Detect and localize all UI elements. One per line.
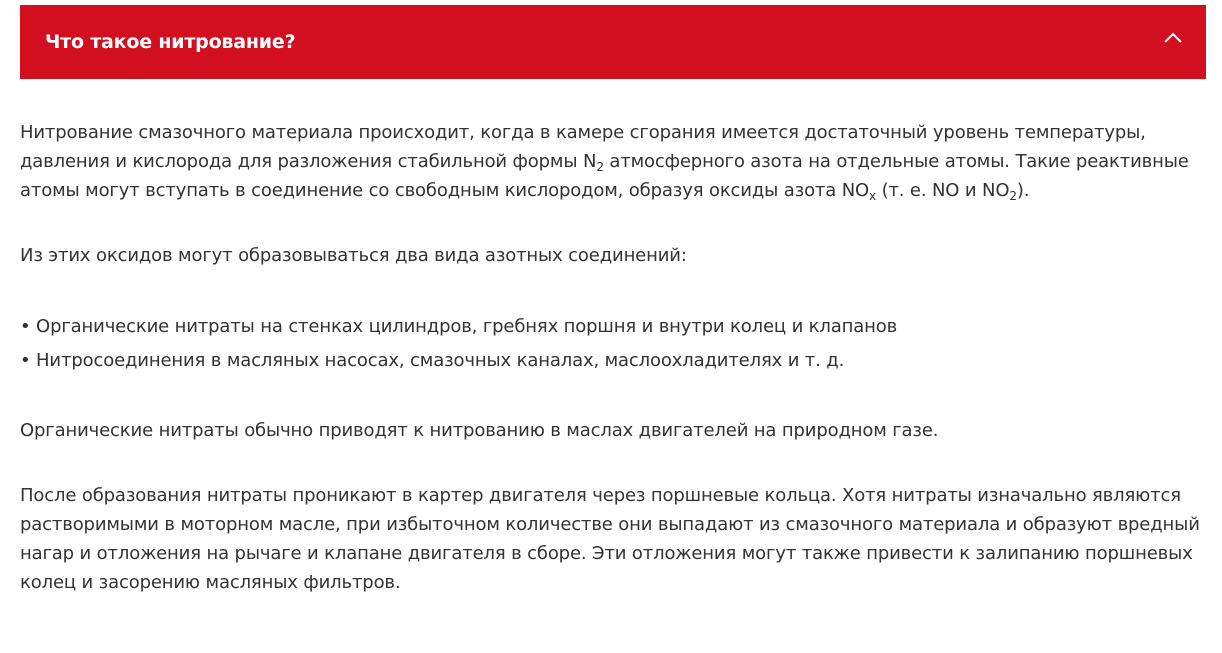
chevron-up-icon[interactable] [1162,27,1184,49]
paragraph-compounds: Из этих оксидов могут образовываться два вида азотных соединений: [20,245,687,266]
compounds-list [20,310,1210,378]
accordion-title: Что такое нитрование? [45,31,296,53]
bullet-marker: • [20,350,31,371]
accordion-header[interactable] [20,5,1206,79]
list-item: • Нитросоединения в масляных насосах, смазочных каналах, маслоохладителях и т. д. [20,350,845,371]
list-item: • Органические нитраты на стенках цилиндров, гребнях поршня и внутри колец и клапанов [20,316,898,337]
paragraph-intro: Нитрование смазочного материала происходит, когда в камере сгорания имеется достаточный уровень температуры, давления и кислорода для разложения стабильной формы $N_2$ атмосферного азота на отдельные атомы. Такие реактивные атомы могут вступать в соединение со свободным кислородом, образуя оксиды азота $NO_x$ (т. е. NO и $NO_2$). [20,122,1189,203]
accordion-content [20,118,1210,597]
bullet-marker: • [20,316,31,337]
paragraph-natural-gas: Органические нитраты обычно приводят к нитрованию в маслах двигателей на природном газе. [20,420,939,441]
paragraph-deposits: После образования нитраты проникают в картер двигателя через поршневые кольца. Хотя нитраты изначально являются растворимыми в моторном масле, при избыточном количестве они выпадают из смазочного материала и образуют вредный нагар и отложения на рычаге и клапане двигателя в сборе. Эти отложения могут также привести к залипанию поршневых колец и засорению масляных фильтров. [20,485,1200,593]
